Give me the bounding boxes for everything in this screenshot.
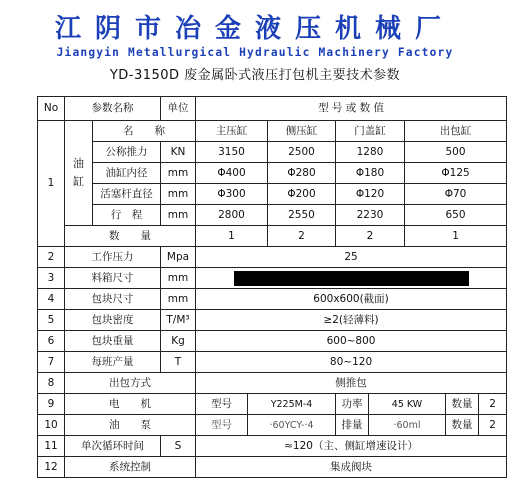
param-value: 600~800 [196, 331, 507, 352]
value-cell: 1280 [336, 142, 405, 163]
value-cell: Φ280 [268, 163, 336, 184]
cylinder-group-label: 油缸 [65, 121, 93, 226]
row-number: 4 [38, 289, 65, 310]
row-number: 10 [38, 415, 65, 436]
cylinder-qty-row [38, 226, 507, 247]
value-cell: Φ300 [196, 184, 268, 205]
param-unit: T/M³ [161, 310, 196, 331]
motor-model: Y225M-4 [248, 394, 336, 415]
value-cell: 650 [405, 205, 507, 226]
value-cell: 2230 [336, 205, 405, 226]
row-number: 12 [38, 457, 65, 478]
table-row [38, 331, 507, 352]
value-cell: 2 [336, 226, 405, 247]
value-cell: 1 [196, 226, 268, 247]
pump-displacement: ·60ml [369, 415, 446, 436]
value-cell: 500 [405, 142, 507, 163]
cylinder-thrust-row [38, 142, 507, 163]
param-unit: mm [161, 205, 196, 226]
param-value: 侧推包 [196, 373, 507, 394]
motor-power: 45 KW [369, 394, 446, 415]
row-number: 8 [38, 373, 65, 394]
table-header-row [38, 97, 507, 121]
inner-label: 型号 [196, 394, 248, 415]
table-row [38, 247, 507, 268]
inner-label: 排量 [336, 415, 369, 436]
motor-row [38, 394, 507, 415]
row-number: 1 [38, 121, 65, 247]
row-number: 6 [38, 331, 65, 352]
param-value: 集成阀块 [196, 457, 507, 478]
value-cell: Φ120 [336, 184, 405, 205]
param-unit: KN [161, 142, 196, 163]
header-no: No [38, 97, 65, 121]
spec-table [37, 96, 507, 478]
table-row [38, 289, 507, 310]
value-cell: Φ400 [196, 163, 268, 184]
param-label: 单次循环时间 [65, 436, 161, 457]
value-cell: 2500 [268, 142, 336, 163]
param-value: 25 [196, 247, 507, 268]
param-unit: T [161, 352, 196, 373]
param-unit: mm [161, 289, 196, 310]
value-cell: 2800 [196, 205, 268, 226]
row-number: 7 [38, 352, 65, 373]
cylinder-name-label: 名 称 [93, 121, 196, 142]
param-unit: S [161, 436, 196, 457]
inner-label: 功率 [336, 394, 369, 415]
table-row [38, 310, 507, 331]
value-cell: Φ180 [336, 163, 405, 184]
header-value: 型 号 或 数 值 [196, 97, 507, 121]
cylinder-col-side: 侧压缸 [268, 121, 336, 142]
value-cell: Φ125 [405, 163, 507, 184]
cylinder-col-eject: 出包缸 [405, 121, 507, 142]
param-label: 工作压力 [65, 247, 161, 268]
cylinder-bore-row [38, 163, 507, 184]
table-row [38, 457, 507, 478]
pump-row [38, 415, 507, 436]
cylinder-stroke-row [38, 205, 507, 226]
header-unit: 单位 [161, 97, 196, 121]
cylinder-col-door: 门盖缸 [336, 121, 405, 142]
value-cell: Φ200 [268, 184, 336, 205]
param-label: 油 泵 [65, 415, 196, 436]
param-label: 电 机 [65, 394, 196, 415]
table-row [38, 268, 507, 289]
param-label: 出包方式 [65, 373, 196, 394]
cylinder-rod-row [38, 184, 507, 205]
table-row [38, 373, 507, 394]
param-unit: mm [161, 163, 196, 184]
param-unit: mm [161, 184, 196, 205]
row-number: 2 [38, 247, 65, 268]
redaction-bar [234, 271, 469, 286]
pump-qty: 2 [479, 415, 507, 436]
inner-label: 数量 [446, 415, 479, 436]
param-label: 包块密度 [65, 310, 161, 331]
table-row [38, 436, 507, 457]
param-value: ≥2(轻薄料) [196, 310, 507, 331]
redacted-value [196, 268, 507, 289]
company-name-en: Jiangyin Metallurgical Hydraulic Machinery Factory [56, 46, 454, 59]
param-unit: mm [161, 268, 196, 289]
value-cell: 3150 [196, 142, 268, 163]
param-value: ≈120（主、侧缸增速设计） [196, 436, 507, 457]
value-cell: 2 [268, 226, 336, 247]
param-label: 数 量 [65, 226, 196, 247]
value-cell: 2550 [268, 205, 336, 226]
row-number: 5 [38, 310, 65, 331]
param-label: 包块尺寸 [65, 289, 161, 310]
inner-label: 型号 [196, 415, 248, 436]
param-value: 600x600(截面) [196, 289, 507, 310]
row-number: 11 [38, 436, 65, 457]
header-param-name: 参数名称 [65, 97, 161, 121]
param-label: 每班产量 [65, 352, 161, 373]
cylinder-names-row [38, 121, 507, 142]
document-title: YD-3150D 废金属卧式液压打包机主要技术参数 [109, 68, 401, 83]
param-label: 料箱尺寸 [65, 268, 161, 289]
company-name-cn: 江阴市冶金液压机械厂 [54, 14, 455, 44]
value-cell: 1 [405, 226, 507, 247]
cylinder-col-main: 主压缸 [196, 121, 268, 142]
param-value: 80~120 [196, 352, 507, 373]
param-unit: Mpa [161, 247, 196, 268]
param-label: 油缸内径 [93, 163, 161, 184]
param-label: 包块重量 [65, 331, 161, 352]
motor-qty: 2 [479, 394, 507, 415]
value-cell: Φ70 [405, 184, 507, 205]
param-label: 系统控制 [65, 457, 196, 478]
param-label: 活塞杆直径 [93, 184, 161, 205]
param-unit: Kg [161, 331, 196, 352]
param-label: 公称推力 [93, 142, 161, 163]
table-row [38, 352, 507, 373]
param-label: 行 程 [93, 205, 161, 226]
row-number: 9 [38, 394, 65, 415]
inner-label: 数量 [446, 394, 479, 415]
row-number: 3 [38, 268, 65, 289]
pump-model: ·60YCY-·4 [248, 415, 336, 436]
